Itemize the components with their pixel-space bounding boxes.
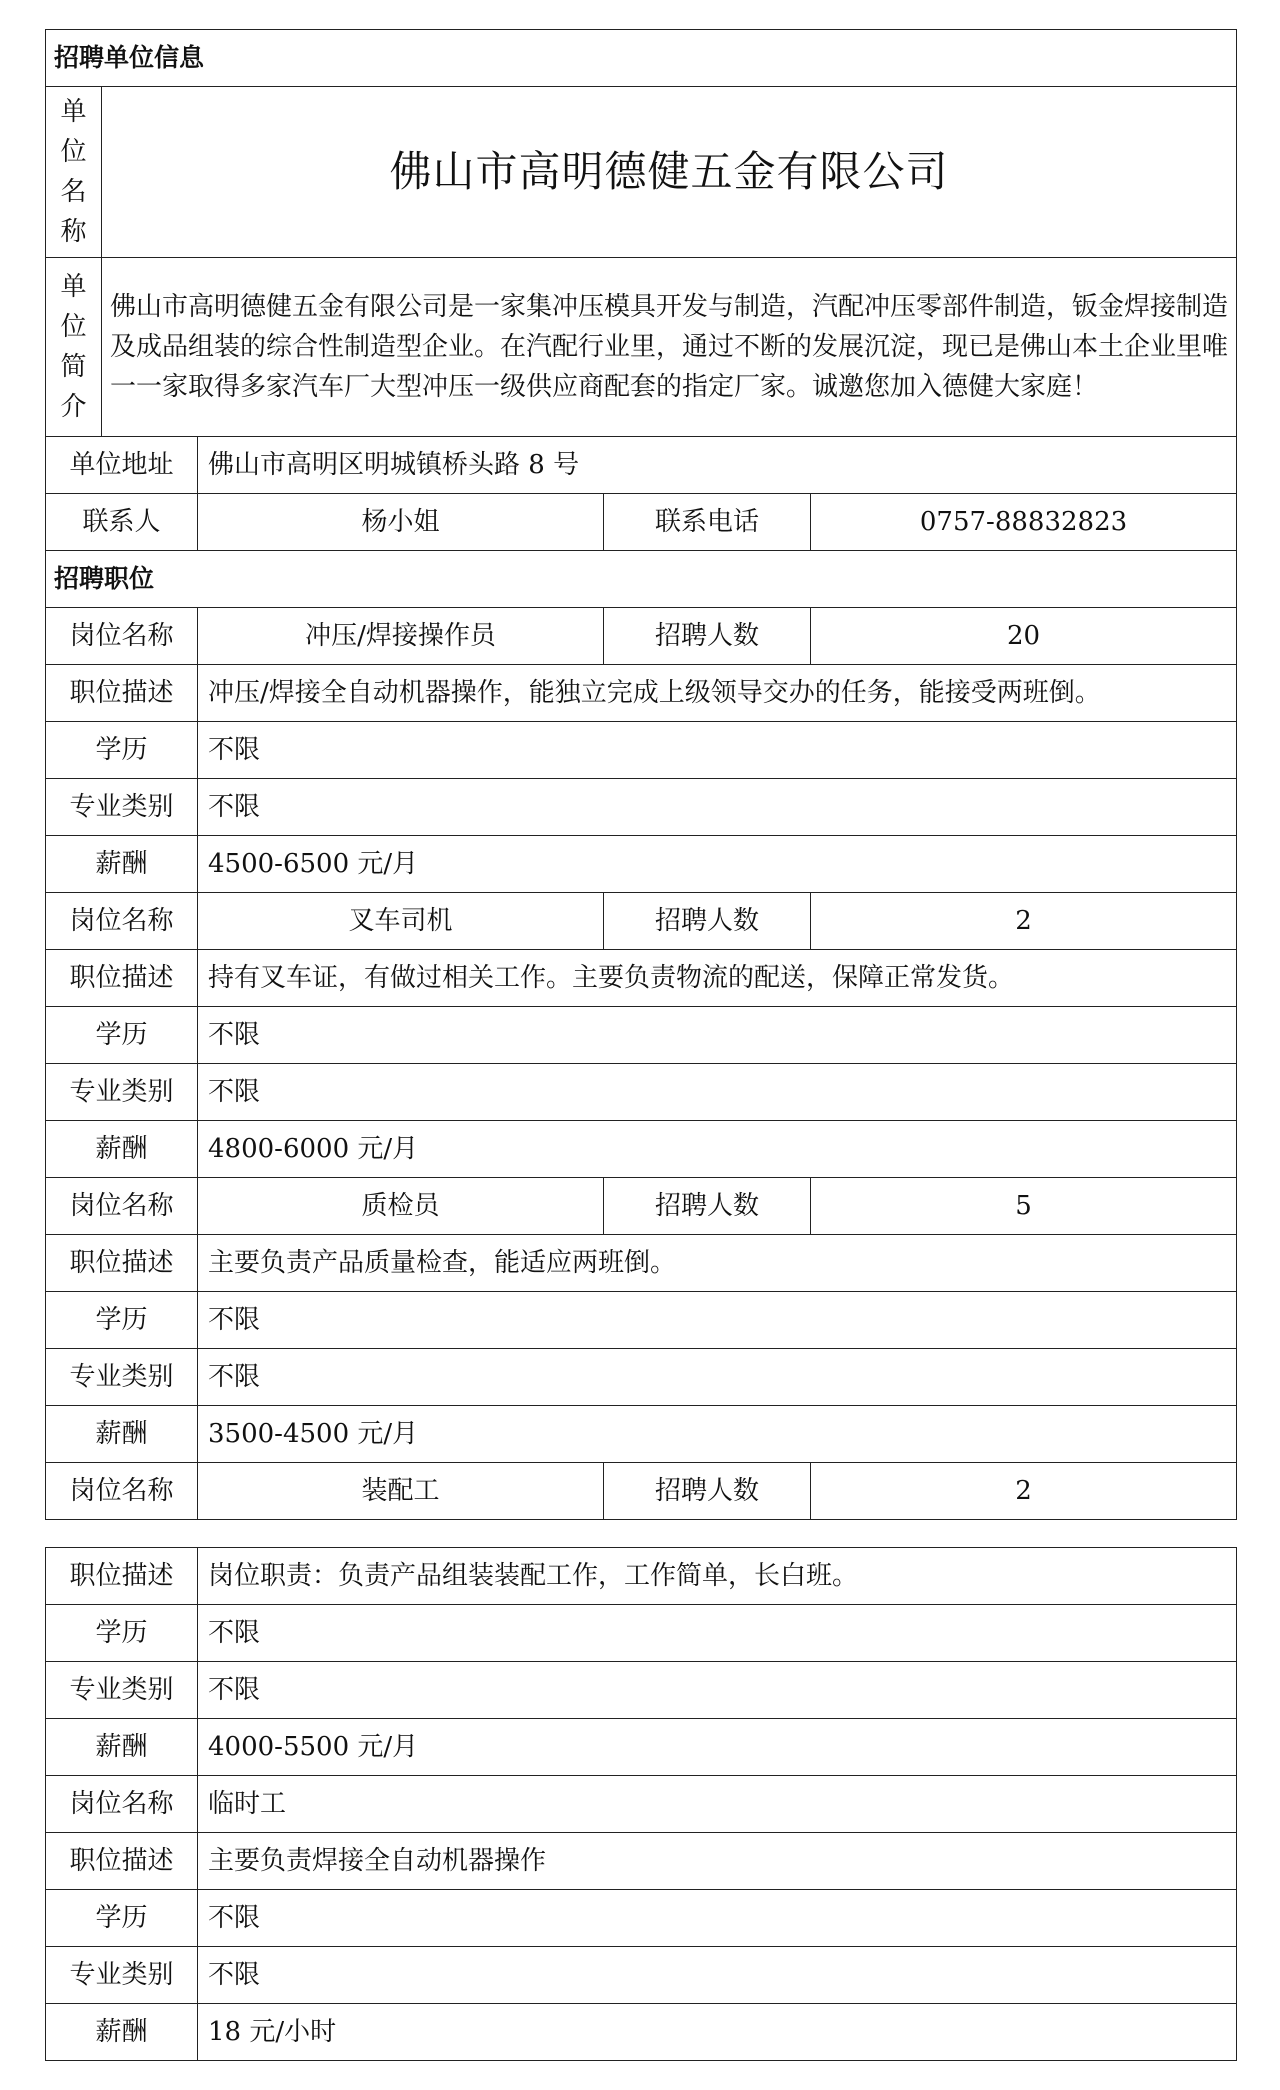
position-title-label: 岗位名称 [46,608,198,665]
position-count: 20 [811,608,1237,665]
position-salary: 4000-5500 元/月 [198,1719,1237,1776]
position-major: 不限 [198,779,1237,836]
position-salary-label: 薪酬 [46,1719,198,1776]
position-salary: 4800-6000 元/月 [198,1121,1237,1178]
position-title: 质检员 [198,1178,604,1235]
position-major: 不限 [198,1662,1237,1719]
position-major: 不限 [198,1064,1237,1121]
position-desc-label: 职位描述 [46,950,198,1007]
position-count-label: 招聘人数 [604,893,811,950]
recruitment-table-page-1 [45,29,1236,1520]
phone-label: 联系电话 [604,494,811,551]
position-desc: 主要负责产品质量检查，能适应两班倒。 [198,1235,1237,1292]
position-salary-label: 薪酬 [46,2004,198,2061]
position-desc-label: 职位描述 [46,1235,198,1292]
position-title-label: 岗位名称 [46,1776,198,1833]
position-edu: 不限 [198,1007,1237,1064]
position-major-label: 专业类别 [46,779,198,836]
position-edu: 不限 [198,1292,1237,1349]
position-edu: 不限 [198,1605,1237,1662]
position-major: 不限 [198,1947,1237,2004]
position-salary: 3500-4500 元/月 [198,1406,1237,1463]
position-major-label: 专业类别 [46,1947,198,2004]
position-salary-label: 薪酬 [46,1406,198,1463]
position-salary: 4500-6500 元/月 [198,836,1237,893]
position-major: 不限 [198,1349,1237,1406]
position-count-label: 招聘人数 [604,608,811,665]
position-title: 装配工 [198,1463,604,1520]
position-count-label: 招聘人数 [604,1463,811,1520]
company-name-label: 单 位 名 称 [46,87,102,258]
contact-person: 杨小姐 [198,494,604,551]
contact-phone: 0757-88832823 [811,494,1237,551]
company-intro-label: 单 位 简 介 [46,258,102,437]
position-count: 2 [811,1463,1237,1520]
position-edu-label: 学历 [46,1605,198,1662]
position-edu-label: 学历 [46,1890,198,1947]
position-major-label: 专业类别 [46,1662,198,1719]
position-desc: 主要负责焊接全自动机器操作 [198,1833,1237,1890]
position-edu-label: 学历 [46,722,198,779]
company-intro: 佛山市高明德健五金有限公司是一家集冲压模具开发与制造，汽配冲压零部件制造，钣金焊接制造及成品组装的综合性制造型企业。在汽配行业里，通过不断的发展沉淀，现已是佛山本土企业里唯一一家取得多家汽车厂大型冲压一级供应商配套的指定厂家。诚邀您加入德健大家庭！ [102,258,1237,437]
position-title-label: 岗位名称 [46,1178,198,1235]
position-major-label: 专业类别 [46,1064,198,1121]
position-edu: 不限 [198,1890,1237,1947]
position-salary-label: 薪酬 [46,836,198,893]
position-desc: 冲压/焊接全自动机器操作，能独立完成上级领导交办的任务，能接受两班倒。 [198,665,1237,722]
position-count: 2 [811,893,1237,950]
company-section-header: 招聘单位信息 [46,30,1237,87]
position-title: 叉车司机 [198,893,604,950]
company-address-label: 单位地址 [46,437,198,494]
position-title: 临时工 [198,1776,1237,1833]
contact-label: 联系人 [46,494,198,551]
recruitment-table-page-2 [45,1547,1236,2061]
position-count-label: 招聘人数 [604,1178,811,1235]
position-count: 5 [811,1178,1237,1235]
positions-section-header: 招聘职位 [46,551,1237,608]
position-desc-label: 职位描述 [46,1548,198,1605]
position-desc-label: 职位描述 [46,665,198,722]
position-desc: 岗位职责：负责产品组装装配工作，工作简单，长白班。 [198,1548,1237,1605]
position-edu: 不限 [198,722,1237,779]
company-address: 佛山市高明区明城镇桥头路 8 号 [198,437,1237,494]
position-major-label: 专业类别 [46,1349,198,1406]
position-salary-label: 薪酬 [46,1121,198,1178]
position-title-label: 岗位名称 [46,893,198,950]
position-edu-label: 学历 [46,1007,198,1064]
position-salary: 18 元/小时 [198,2004,1237,2061]
position-title-label: 岗位名称 [46,1463,198,1520]
position-title: 冲压/焊接操作员 [198,608,604,665]
position-desc-label: 职位描述 [46,1833,198,1890]
position-desc: 持有叉车证，有做过相关工作。主要负责物流的配送，保障正常发货。 [198,950,1237,1007]
position-edu-label: 学历 [46,1292,198,1349]
company-name: 佛山市高明德健五金有限公司 [102,87,1237,258]
